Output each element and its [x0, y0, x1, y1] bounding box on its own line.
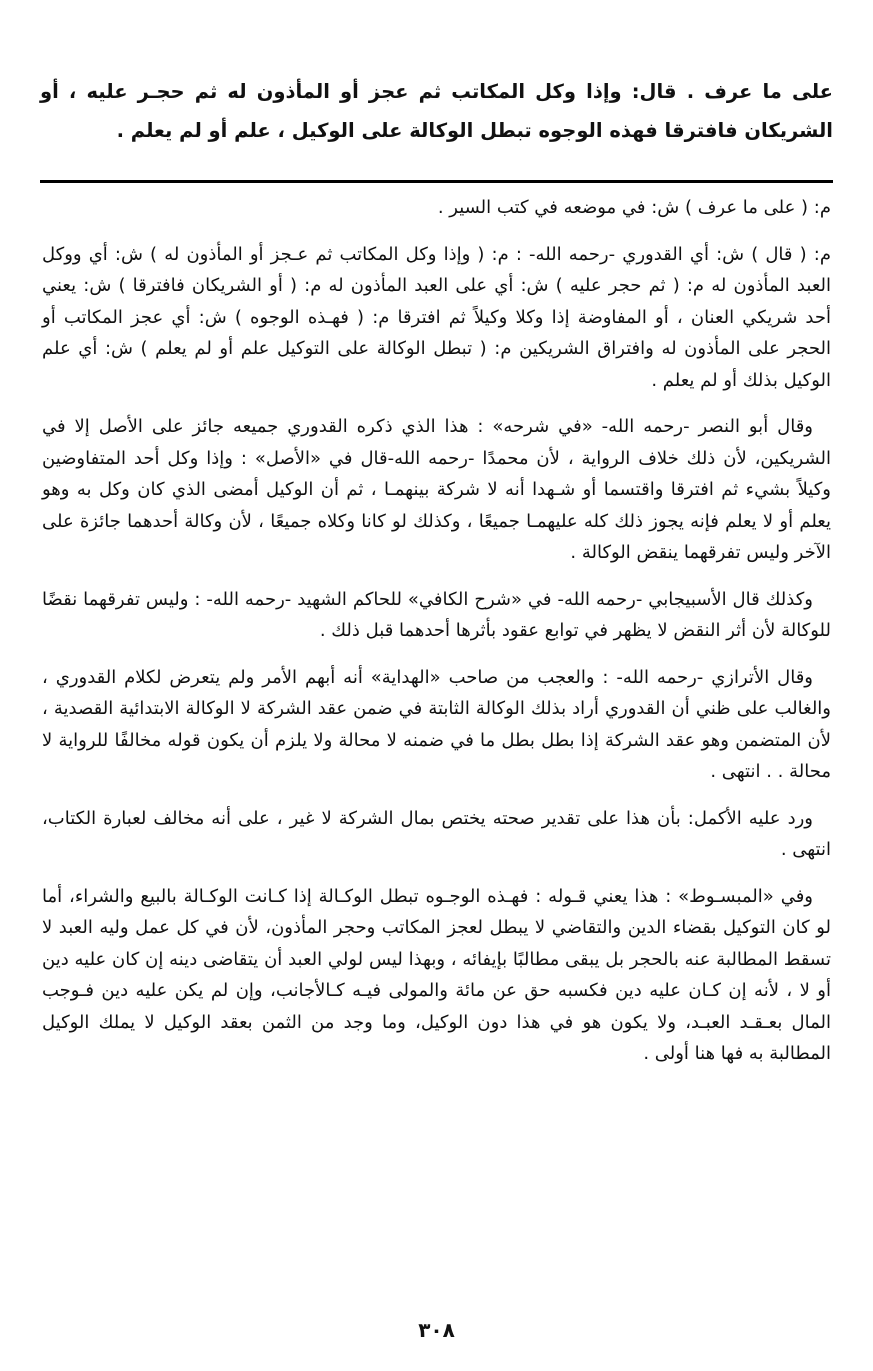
- page-number: ٣٠٨: [418, 1318, 455, 1342]
- section-divider: [40, 180, 833, 183]
- commentary-paragraph-5: وقال الأترازي -رحمه الله- : والعجب من صاحب «الهداية» أنه أبهم الأمر ولم يتعرض لكلام القدوري ، والغالب على ظني أن القدوري أراد بذلك الوكالة الثابتة في ضمن عقد الشركة لا الوكالة الابتدائية القصدية ، لأن المتضمن وهو عقد الشركة إذا بطل بطل ما في ضمنه لا محالة ولا يلزم أن يكون قوله مخالفًا للرواية لا محالة . . انتهى .: [42, 666, 831, 782]
- commentary-block: [42, 192, 831, 1085]
- commentary-paragraph-7: وفي «المبسـوط» : هذا يعني قـوله : فهـذه الوجـوه تبطل الوكـالة إذا كـانت الوكـالة بالبيع والشراء، أما لو كان التوكيل بقضاء الدين والتقاضي لا يبطل لعجز المكاتب وحجر المأذون، لأن في كل عمل وليه العبد لا تسقط المطالبة عنه بالحجر بل يبقى مطالبًا بإيفائه ، وبهذا ليس لولي العبد أن يتقاضى دينه إن كان عليه دين أو لا ، لأنه إن كـان عليه دين فكسبه حق عن مائة والمولى فيـه كـالأجانب، وإن لم يكن عليه دين فـوجب المال بعـقـد العبـد، ولا يكون هو في هذا دون الوكيل، وما وجد من الثمن بعقد الوكيل لا يملك الوكيل المطالبة به فها هنا أولى .: [42, 885, 831, 1064]
- commentary-paragraph-1: م: ( على ما عرف ) ش: في موضعه في كتب السير .: [437, 197, 831, 218]
- main-text-block: [40, 72, 833, 150]
- commentary-paragraph-4: وكذلك قال الأسبيجابي -رحمه الله- في «شرح الكافي» للحاكم الشهيد -رحمه الله- : وليس تفرقهما نقضًا للوكالة لأن أثر النقض لا يظهر في توابع عقود بأثرها أحدهما قبل ذلك .: [42, 588, 831, 641]
- commentary-paragraph-2: م: ( قال ) ش: أي القدوري -رحمه الله- : م: ( وإذا وكل المكاتب ثم عـجز أو المأذون له ) ش: أي ووكل العبد المأذون له م: ( ثم حجر عليه ) ش: أي على العبد المأذون له م: ( أو الشريكان فافترقا ) ش: يعني أحد شريكي العنان ، أو المفاوضة إذا وكلا وكيلاً ثم افترقا م: ( فهـذه الوجوه ) ش: أي عجز المكاتب أو الحجر على المأذون له وافتراق الشريكين م: ( تبطل الوكالة على التوكيل علم أو لم يعلم ) ش: أي علم الوكيل بذلك أو لم يعلم .: [42, 243, 831, 391]
- commentary-paragraph-6: ورد عليه الأكمل: بأن هذا على تقدير صحته يختص بمال الشركة لا غير ، على أنه مخالف لعبارة الكتاب، انتهى .: [42, 807, 831, 860]
- main-text: على ما عرف . قال: وإذا وكل المكاتب ثم عجز أو المأذون له ثم حجـر عليه ، أو الشريكان فافترقا فهذه الوجوه تبطل الوكالة على الوكيل ، علم أو لم يعلم .: [40, 80, 833, 142]
- commentary-paragraph-3: وقال أبو النصر -رحمه الله- «في شرحه» : هذا الذي ذكره القدوري جميعه جائز على الأصل إلا في الشريكين، لأن ذلك خلاف الرواية ، لأن محمدًا -رحمه الله-قال في «الأصل» : وإذا وكل أحد المتفاوضين وكيلاً بشيء ثم افترقا واقتسما أو شـهدا أنه لا شركة بينهمـا ، ثم أن الوكيل أمضى الذي كان وكل به وهو يعلم أو لا يعلم فإنه يجوز ذلك كله عليهمـا جميعًا ، وكذلك لو كانا وكلاه جميعًا ، لأن وكالة أحدهما جائزة على الآخر وليس تفرقهما ينقض الوكالة .: [42, 416, 831, 563]
